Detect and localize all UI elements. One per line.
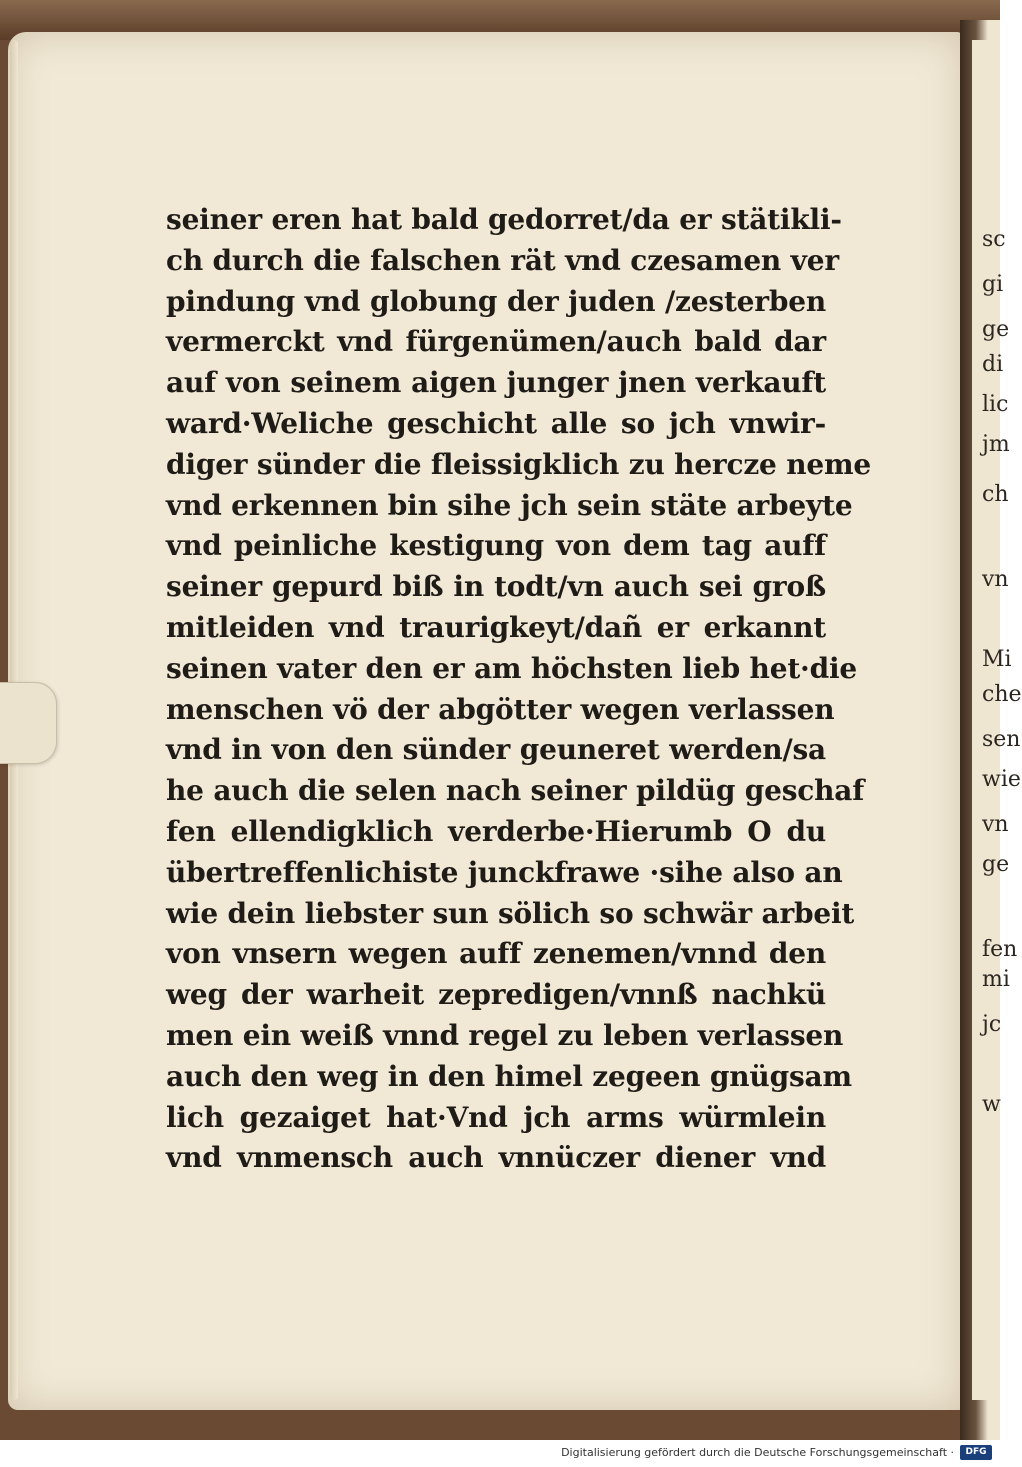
text-line: vnd in von den sünder geuneret werden/sa: [166, 733, 826, 767]
next-page-fragment: di: [982, 352, 1004, 377]
next-page-fragment: ch: [982, 482, 1009, 507]
text-line: von vnsern wegen auff zenemen/vnnd den: [166, 937, 826, 971]
text-line: seiner gepurd biß in todt/vn auch sei groß: [166, 570, 826, 604]
clasp-tab: [0, 682, 57, 764]
next-page-fragment: vn: [982, 812, 1009, 837]
text-line: auch den weg in den himel zegeen gnügsam: [166, 1059, 852, 1093]
text-line: ward·Weliche geschicht alle so jch vnwir-: [166, 406, 826, 440]
text-line: fen ellendigklich verderbe·Hierumb O du: [166, 814, 826, 848]
blackletter-text-block: [166, 200, 872, 1179]
next-page-fragment: gi: [982, 272, 1004, 297]
next-page-fragment: sc: [982, 227, 1006, 252]
text-line: seinen vater den er am höchsten lieb het·die: [166, 651, 858, 685]
dfg-logo: DFG: [960, 1445, 992, 1460]
next-page-fragment: ge: [982, 852, 1010, 877]
text-line: übertreffenlichiste junckfrawe ·sihe also an: [166, 855, 843, 889]
next-page-fragment: vn: [982, 567, 1009, 592]
text-line: pindung vnd globung der juden /zesterben: [166, 284, 826, 318]
text-line: he auch die selen nach seiner pildüg geschaf: [166, 774, 865, 808]
next-page-fragment: mi: [982, 967, 1010, 992]
next-page-fragment: jc: [982, 1012, 1002, 1037]
next-page-fragment: sen: [982, 727, 1021, 752]
text-line: wie dein liebster sun sölich so schwär arbeit: [166, 896, 855, 930]
text-line: menschen vö der abgötter wegen verlassen: [166, 692, 835, 726]
next-page-fragment: Mi: [982, 647, 1012, 672]
next-page-fragment: che: [982, 682, 1022, 707]
text-line: mitleiden vnd traurigkeyt/dañ er erkannt: [166, 610, 826, 644]
next-page-fragment: fen: [982, 937, 1018, 962]
next-page-fragment: lic: [982, 392, 1009, 417]
text-line: men ein weiß vnnd regel zu leben verlassen: [166, 1018, 844, 1052]
text-line: vnd erkennen bin sihe jch sein stäte arbeyte: [166, 488, 853, 522]
text-line: lich gezaiget hat·Vnd jch arms würmlein: [166, 1100, 826, 1134]
next-page-fragment: wie: [982, 767, 1021, 792]
text-line: vnd peinliche kestigung von dem tag auff: [166, 529, 826, 563]
next-page-fragment: w: [982, 1092, 1001, 1117]
footer-credit: Digitalisierung gefördert durch die Deutsche Forschungsgemeinschaft ·: [561, 1446, 954, 1459]
text-line: weg der warheit zepredigen/vnnß nachkü: [166, 978, 826, 1012]
text-line: vermerckt vnd fürgenümen/auch bald dar: [166, 325, 826, 359]
text-line: vnd vnmensch auch vnnüczer diener vnd: [166, 1141, 826, 1175]
text-line: diger sünder die fleissigklich zu hercze neme: [166, 447, 872, 481]
next-page-fragment: jm: [982, 432, 1010, 457]
next-page-fragment: ge: [982, 317, 1010, 342]
text-line: seiner eren hat bald gedorret/da er stätikli-: [166, 203, 842, 236]
text-line: auf von seinem aigen junger jnen verkauft: [166, 366, 826, 400]
text-line: ch durch die falschen rät vnd czesamen ver: [166, 243, 839, 277]
footer-bar: [0, 1440, 1000, 1467]
